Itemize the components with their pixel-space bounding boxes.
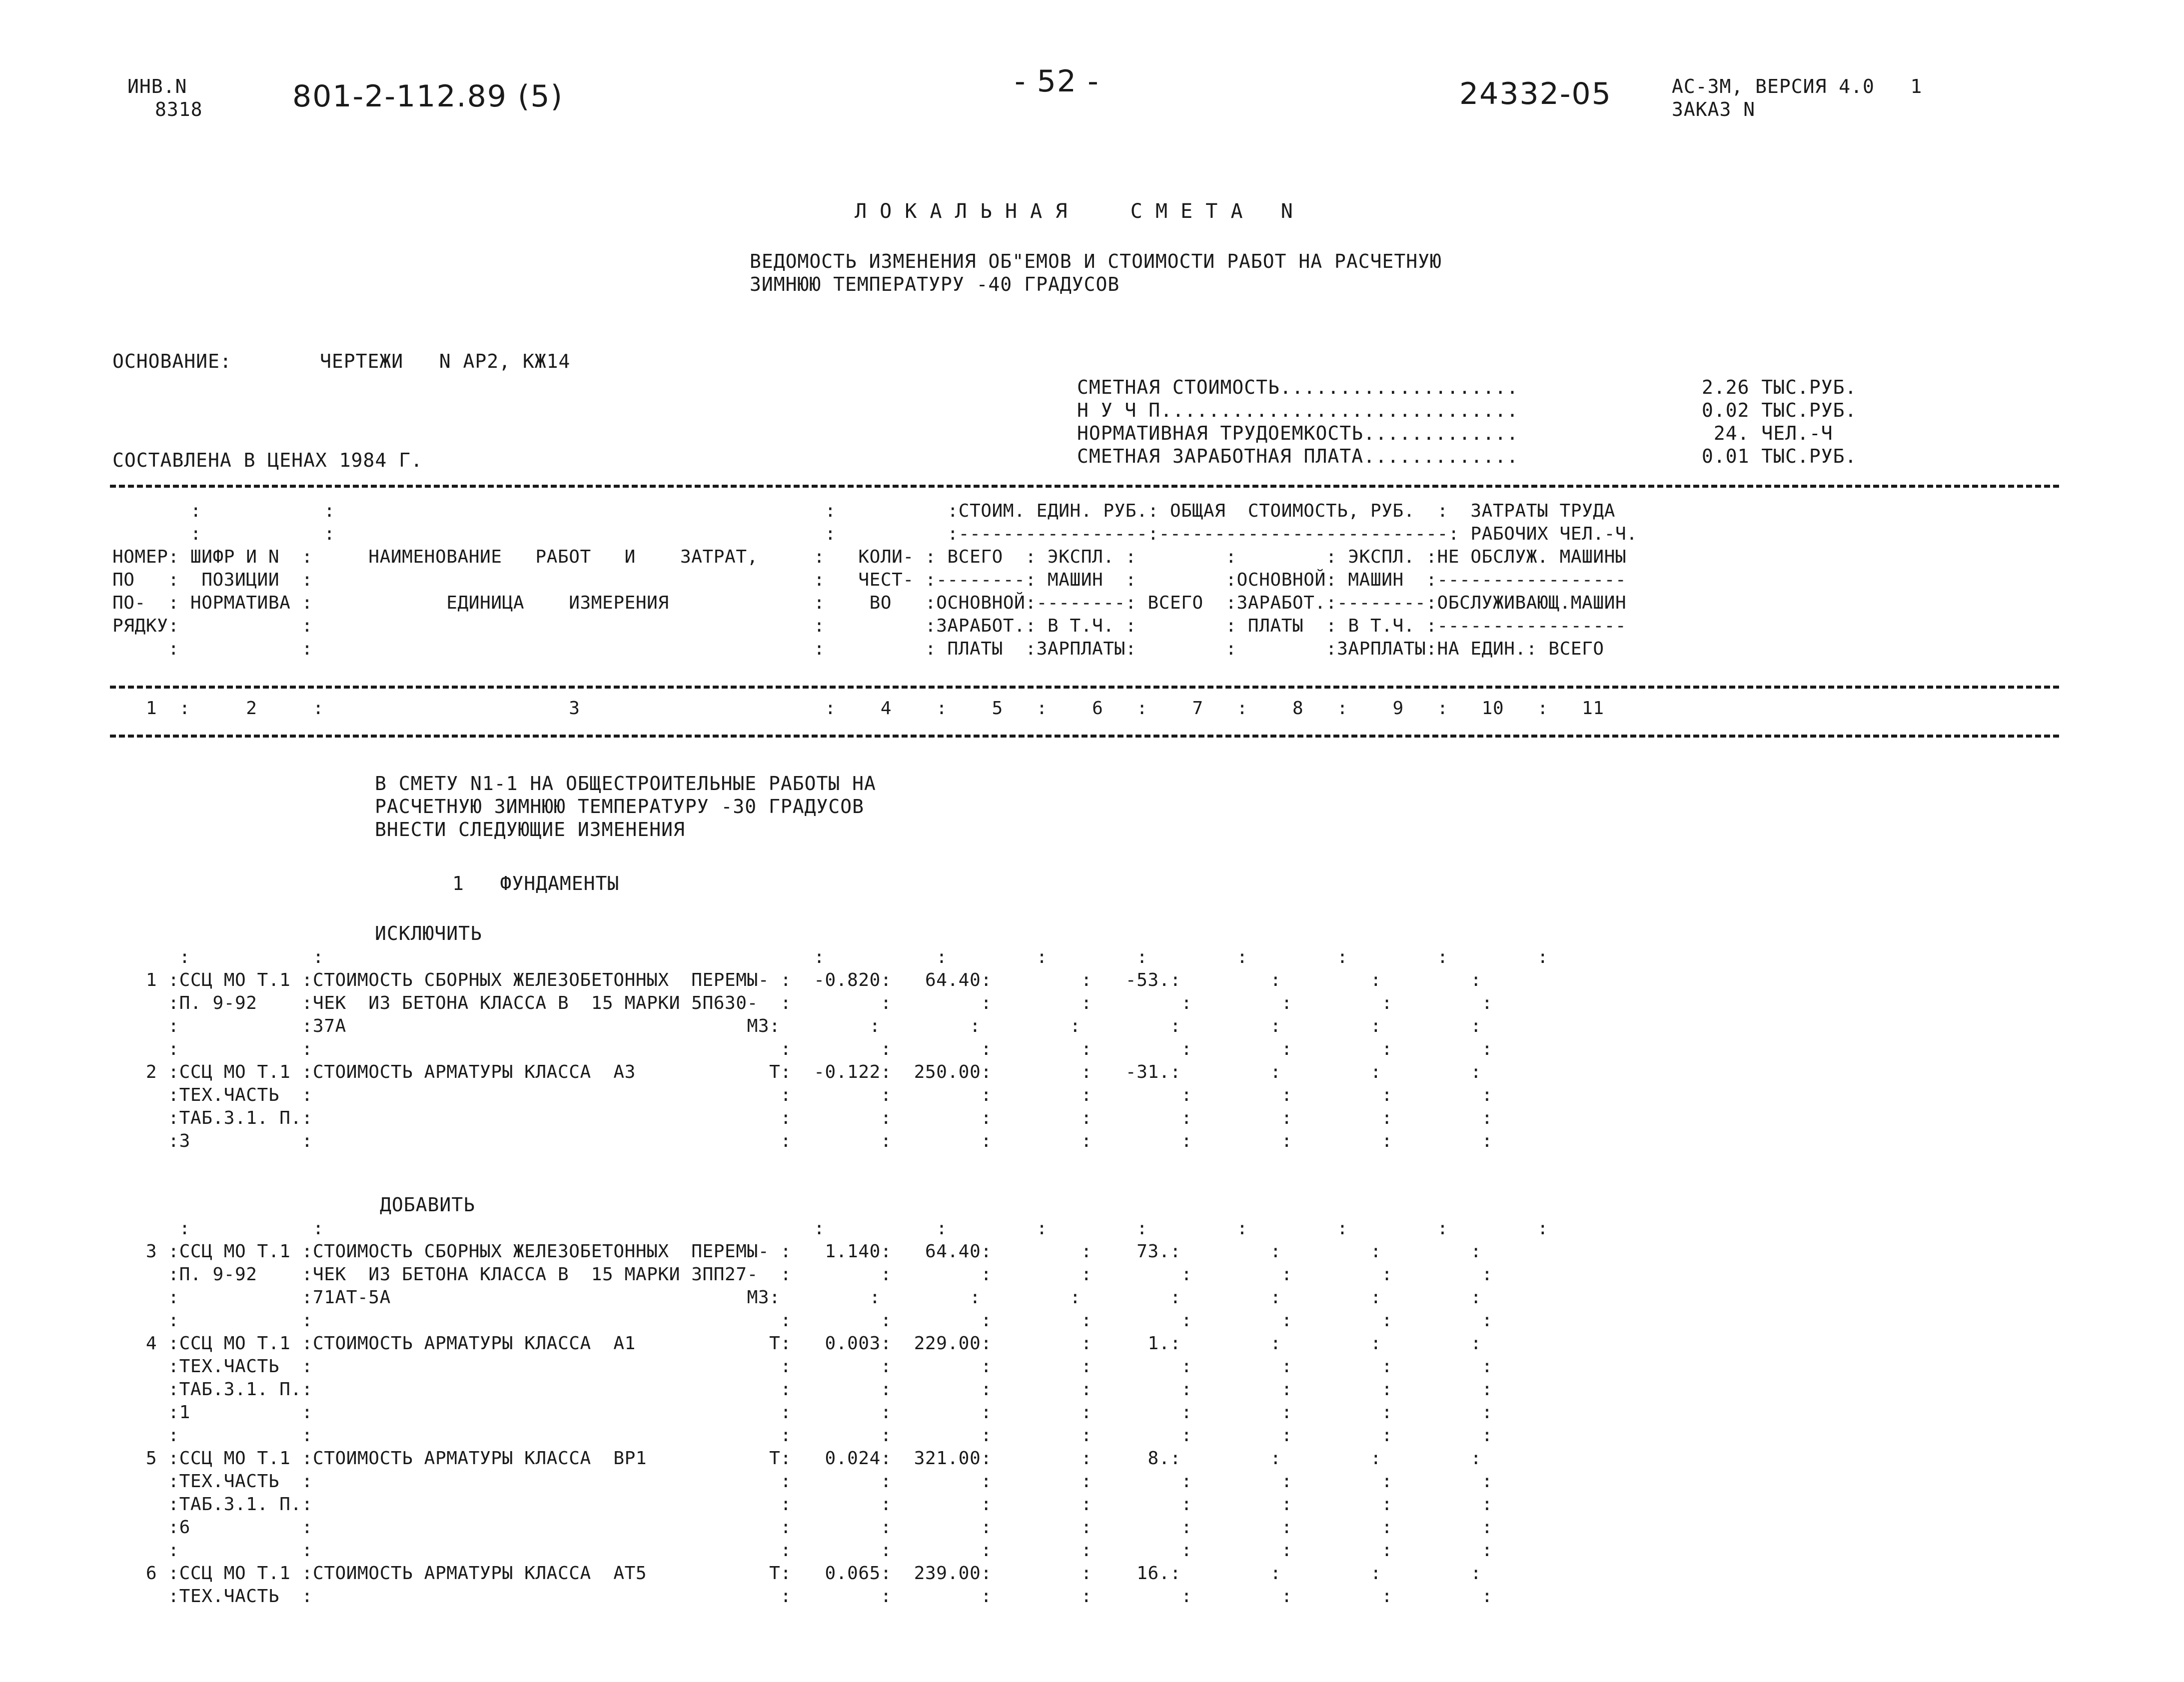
inventory-label: ИНВ.N: [127, 75, 187, 97]
table-row-line: 4 :ССЦ МО Т.1 :СТОИМОСТЬ АРМАТУРЫ КЛАССА А1 Т: 0.003: 229.00: : 1.: : : :: [112, 1333, 1482, 1354]
table-row-line: :1 : : : : : : : : :: [112, 1402, 1493, 1423]
order-label: ЗАКАЗ N: [1672, 98, 1756, 120]
table-row-line: : : : : : : : : : :: [112, 1218, 1549, 1239]
table-row-line: 5 :ССЦ МО Т.1 :СТОИМОСТЬ АРМАТУРЫ КЛАССА ВР1 Т: 0.024: 321.00: : 8.: : : :: [112, 1448, 1482, 1469]
group-label-exclude: ИСКЛЮЧИТЬ: [375, 922, 482, 944]
table-row-line: :6 : : : : : : : : :: [112, 1517, 1493, 1538]
inventory-number: 8318: [155, 98, 203, 120]
table-row-line: :ТЕХ.ЧАСТЬ : : : : : : : : :: [112, 1586, 1493, 1607]
column-number-row: 1 : 2 : 3 : 4 : 5 : 6 : 7 : 8 : 9 : 10 : 11: [112, 698, 1604, 719]
intro-line: РАСЧЕТНУЮ ЗИМНЮЮ ТЕМПЕРАТУРУ -30 ГРАДУСОВ: [375, 796, 864, 818]
table-row-line: : :71АТ-5А М3: : : : : : : :: [112, 1287, 1482, 1308]
table-row-line: : :37А М3: : : : : : : :: [112, 1016, 1482, 1036]
summary-label: СМЕТНАЯ СТОИМОСТЬ....................: [1077, 376, 1519, 398]
table-row-line: :П. 9-92 :ЧЕК ИЗ БЕТОНА КЛАССА В 15 МАРКИ 3ПП27- : : : : : : : :: [112, 1264, 1493, 1285]
group-label-add: ДОБАВИТЬ: [380, 1194, 476, 1216]
table-row-line: :ТЕХ.ЧАСТЬ : : : : : : : : :: [112, 1471, 1493, 1492]
program-version: АС-3М, ВЕРСИЯ 4.0 1: [1672, 75, 1923, 97]
summary-value: 0.01 ТЫС.РУБ.: [1702, 445, 1857, 467]
table-row-line: : : : : : : : : : :: [112, 947, 1549, 967]
header-bottom-rule: [110, 686, 2059, 689]
summary-label: СМЕТНАЯ ЗАРАБОТНАЯ ПЛАТА.............: [1077, 445, 1519, 467]
document-title: Л О К А Л Ь Н А Я С М Е Т А N: [855, 200, 1293, 223]
table-header-line: РЯДКУ: : : :ЗАРАБОТ.: В Т.Ч. : : ПЛАТЫ : В Т.Ч. :-----------------: [112, 616, 1627, 636]
summary-value: 24. ЧЕЛ.-Ч: [1702, 422, 1833, 444]
table-row-line: : : : : : : : : : :: [112, 1039, 1493, 1059]
column-number-rule: [110, 735, 2059, 738]
table-row-line: :3 : : : : : : : : :: [112, 1131, 1493, 1151]
table-header-line: ПО : ПОЗИЦИИ : : ЧЕСТ- :--------: МАШИН : :ОСНОВНОЙ: МАШИН :-----------------: [112, 570, 1627, 590]
basis-label: ОСНОВАНИЕ:: [112, 350, 232, 372]
table-row-line: : : : : : : : : : :: [112, 1540, 1493, 1561]
summary-label: НОРМАТИВНАЯ ТРУДОЕМКОСТЬ.............: [1077, 422, 1519, 444]
table-row-line: :П. 9-92 :ЧЕК ИЗ БЕТОНА КЛАССА В 15 МАРКИ 5П630- : : : : : : : :: [112, 993, 1493, 1013]
document-code: 801-2-112.89 (5): [292, 79, 563, 114]
table-row-line: :ТАБ.3.1. П.: : : : : : : : :: [112, 1379, 1493, 1400]
table-row-line: :ТЕХ.ЧАСТЬ : : : : : : : : :: [112, 1085, 1493, 1105]
summary-value: 2.26 ТЫС.РУБ.: [1702, 376, 1857, 398]
table-row-line: 6 :ССЦ МО Т.1 :СТОИМОСТЬ АРМАТУРЫ КЛАССА АТ5 Т: 0.065: 239.00: : 16.: : : :: [112, 1563, 1482, 1584]
table-row-line: :ТАБ.3.1. П.: : : : : : : : :: [112, 1108, 1493, 1128]
table-row-line: :ТАБ.3.1. П.: : : : : : : : :: [112, 1494, 1493, 1515]
document-subtitle-line-1: ВЕДОМОСТЬ ИЗМЕНЕНИЯ ОБ"ЕМОВ И СТОИМОСТИ РАБОТ НА РАСЧЕТНУЮ: [750, 250, 1442, 272]
intro-line: В СМЕТУ N1-1 НА ОБЩЕСТРОИТЕЛЬНЫЕ РАБОТЫ НА: [375, 773, 876, 795]
section-title: 1 ФУНДАМЕНТЫ: [452, 872, 620, 894]
document-number: 24332-05: [1459, 76, 1612, 111]
page-number: - 52 -: [1015, 64, 1099, 99]
document-subtitle-line-2: ЗИМНЮЮ ТЕМПЕРАТУРУ -40 ГРАДУСОВ: [750, 273, 1120, 295]
table-row-line: :ТЕХ.ЧАСТЬ : : : : : : : : :: [112, 1356, 1493, 1377]
table-top-rule: [110, 485, 2059, 488]
table-row-line: : : : : : : : : : :: [112, 1425, 1493, 1446]
table-header-line: НОМЕР: ШИФР И N : НАИМЕНОВАНИЕ РАБОТ И ЗАТРАТ, : КОЛИ- : ВСЕГО : ЭКСПЛ. : : : ЭКСПЛ. :НЕ ОБСЛУЖ. МАШИНЫ: [112, 547, 1627, 567]
table-header-line: ПО- : НОРМАТИВА : ЕДИНИЦА ИЗМЕРЕНИЯ : ВО :ОСНОВНОЙ:--------: ВСЕГО :ЗАРАБОТ.:--------:ОБСЛУЖИВАЮЩ.МАШИН: [112, 593, 1627, 613]
table-header-line: : : : :-----------------:--------------------------: РАБОЧИХ ЧЕЛ.-Ч.: [112, 524, 1638, 544]
table-header-line: : : : : ПЛАТЫ :ЗАРПЛАТЫ: : :ЗАРПЛАТЫ:НА ЕДИН.: ВСЕГО: [112, 639, 1604, 659]
summary-label: Н У Ч П..............................: [1077, 399, 1519, 421]
basis-value: ЧЕРТЕЖИ N АР2, КЖ14: [320, 350, 571, 372]
table-row-line: : : : : : : : : : :: [112, 1310, 1493, 1331]
table-row-line: 3 :ССЦ МО Т.1 :СТОИМОСТЬ СБОРНЫХ ЖЕЛЕЗОБЕТОННЫХ ПЕРЕМЫ- : 1.140: 64.40: : 73.: : : :: [112, 1241, 1482, 1262]
summary-value: 0.02 ТЫС.РУБ.: [1702, 399, 1857, 421]
price-level-note: СОСТАВЛЕНА В ЦЕНАХ 1984 Г.: [112, 449, 423, 471]
table-header-line: : : : :СТОИМ. ЕДИН. РУБ.: ОБЩАЯ СТОИМОСТЬ, РУБ. : ЗАТРАТЫ ТРУДА: [112, 501, 1615, 521]
intro-line: ВНЕСТИ СЛЕДУЮЩИЕ ИЗМЕНЕНИЯ: [375, 819, 685, 841]
table-row-line: 1 :ССЦ МО Т.1 :СТОИМОСТЬ СБОРНЫХ ЖЕЛЕЗОБЕТОННЫХ ПЕРЕМЫ- : -0.820: 64.40: : -53.: : : :: [112, 970, 1482, 990]
table-row-line: 2 :ССЦ МО Т.1 :СТОИМОСТЬ АРМАТУРЫ КЛАССА А3 Т: -0.122: 250.00: : -31.: : : :: [112, 1062, 1482, 1082]
